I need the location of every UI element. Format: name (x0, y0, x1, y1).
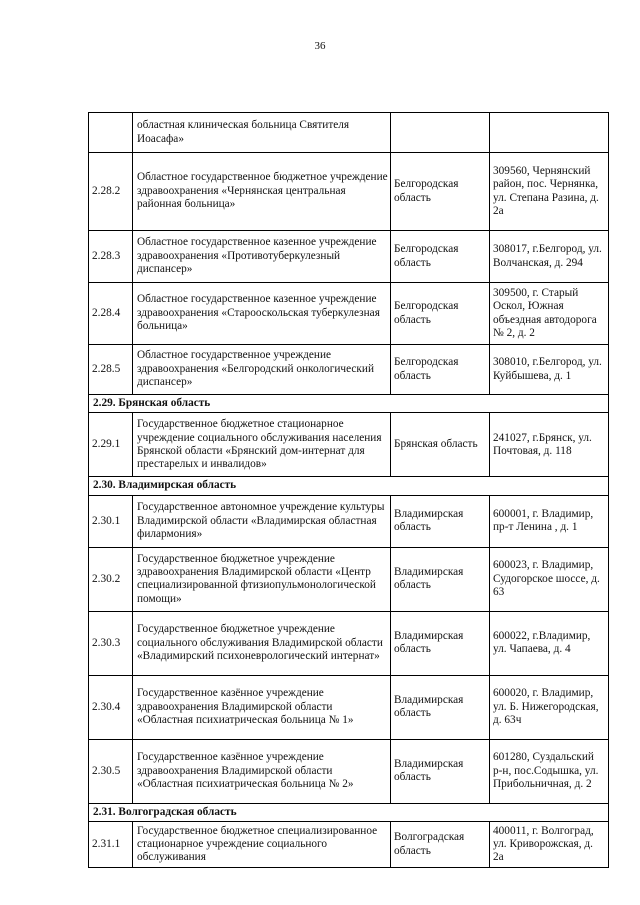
address: 309500, г. Старый Оскол, Южная объездная автодорога № 2, д. 2 (490, 283, 609, 345)
row-number (89, 113, 133, 153)
section-header-row (89, 395, 609, 413)
institution-name: Государственное бюджетное стационарное учреждение социального обслуживания населения Брянской области «Брянский дом-интернат для престарелых и инвалидов» (133, 413, 391, 477)
region: Брянская область (391, 413, 490, 477)
institution-name: Областное государственное казенное учреждение здравоохранения «Старооскольская туберкулезная больница» (133, 283, 391, 345)
row-number: 2.30.2 (89, 547, 133, 611)
address: 241027, г.Брянск, ул. Почтовая, д. 118 (490, 413, 609, 477)
row-number: 2.28.4 (89, 283, 133, 345)
address: 601280, Суздальский р-н, пос.Содышка, ул. Прибольничная, д. 2 (490, 739, 609, 803)
table-row (89, 345, 609, 395)
row-number: 2.30.5 (89, 739, 133, 803)
section-header-row (89, 477, 609, 495)
row-number: 2.30.3 (89, 611, 133, 675)
region: Владимирская область (391, 611, 490, 675)
region: Владимирская область (391, 495, 490, 547)
institutions-table (88, 112, 609, 868)
institution-name: Государственное бюджетное специализированное стационарное учреждение социального обслуживания (133, 822, 391, 868)
table-row (89, 611, 609, 675)
row-number: 2.31.1 (89, 822, 133, 868)
institution-name: Областное государственное казенное учреждение здравоохранения «Противотуберкулезный диспансер» (133, 231, 391, 283)
address: 400011, г. Волгоград, ул. Криворожская, д. 2а (490, 822, 609, 868)
institution-name: Государственное бюджетное учреждение здравоохранения Владимирской области «Центр специализированной фтизиопульмонологической помощи» (133, 547, 391, 611)
address: 600023, г. Владимир, Судогорское шоссе, д. 63 (490, 547, 609, 611)
address: 308010, г.Белгород, ул. Куйбышева, д. 1 (490, 345, 609, 395)
row-number: 2.28.5 (89, 345, 133, 395)
table-row (89, 675, 609, 739)
table-row (89, 413, 609, 477)
region: Владимирская область (391, 675, 490, 739)
section-header-row (89, 803, 609, 821)
table-row (89, 547, 609, 611)
institution-name: областная клиническая больница Святителя Иоасафа» (133, 113, 391, 153)
institution-name: Государственное казённое учреждение здравоохранения Владимирской области «Областная психиатрическая больница № 2» (133, 739, 391, 803)
region: Белгородская область (391, 153, 490, 231)
section-title: 2.31. Волгоградская область (89, 803, 609, 821)
institution-name: Государственное бюджетное учреждение социального обслуживания Владимирской области «Владимирский психоневрологический интернат» (133, 611, 391, 675)
address: 600001, г. Владимир, пр-т Ленина , д. 1 (490, 495, 609, 547)
address: 600020, г. Владимир, ул. Б. Нижегородская, д. 63ч (490, 675, 609, 739)
row-number: 2.28.3 (89, 231, 133, 283)
table-body (89, 113, 609, 868)
address: 308017, г.Белгород, ул. Волчанская, д. 294 (490, 231, 609, 283)
table-row (89, 231, 609, 283)
region: Белгородская область (391, 231, 490, 283)
table-row (89, 822, 609, 868)
address: 600022, г.Владимир, ул. Чапаева, д. 4 (490, 611, 609, 675)
institution-name: Государственное автономное учреждение культуры Владимирской области «Владимирская областная филармония» (133, 495, 391, 547)
row-number: 2.28.2 (89, 153, 133, 231)
row-number: 2.30.4 (89, 675, 133, 739)
institution-name: Государственное казённое учреждение здравоохранения Владимирской области «Областная психиатрическая больница № 1» (133, 675, 391, 739)
region: Владимирская область (391, 547, 490, 611)
address: 309560, Чернянский район, пос. Чернянка, ул. Степана Разина, д. 2а (490, 153, 609, 231)
table-row (89, 495, 609, 547)
region: Владимирская область (391, 739, 490, 803)
section-title: 2.30. Владимирская область (89, 477, 609, 495)
institution-name: Областное государственное учреждение здравоохранения «Белгородский онкологический диспансер» (133, 345, 391, 395)
table-row (89, 739, 609, 803)
section-title: 2.29. Брянская область (89, 395, 609, 413)
address (490, 113, 609, 153)
institution-name: Областное государственное бюджетное учреждение здравоохранения «Чернянская центральная районная больница» (133, 153, 391, 231)
page-number: 36 (314, 40, 326, 52)
table-row (89, 153, 609, 231)
table-row (89, 113, 609, 153)
region: Белгородская область (391, 345, 490, 395)
table-row (89, 283, 609, 345)
row-number: 2.29.1 (89, 413, 133, 477)
region: Волгоградская область (391, 822, 490, 868)
region (391, 113, 490, 153)
region: Белгородская область (391, 283, 490, 345)
row-number: 2.30.1 (89, 495, 133, 547)
